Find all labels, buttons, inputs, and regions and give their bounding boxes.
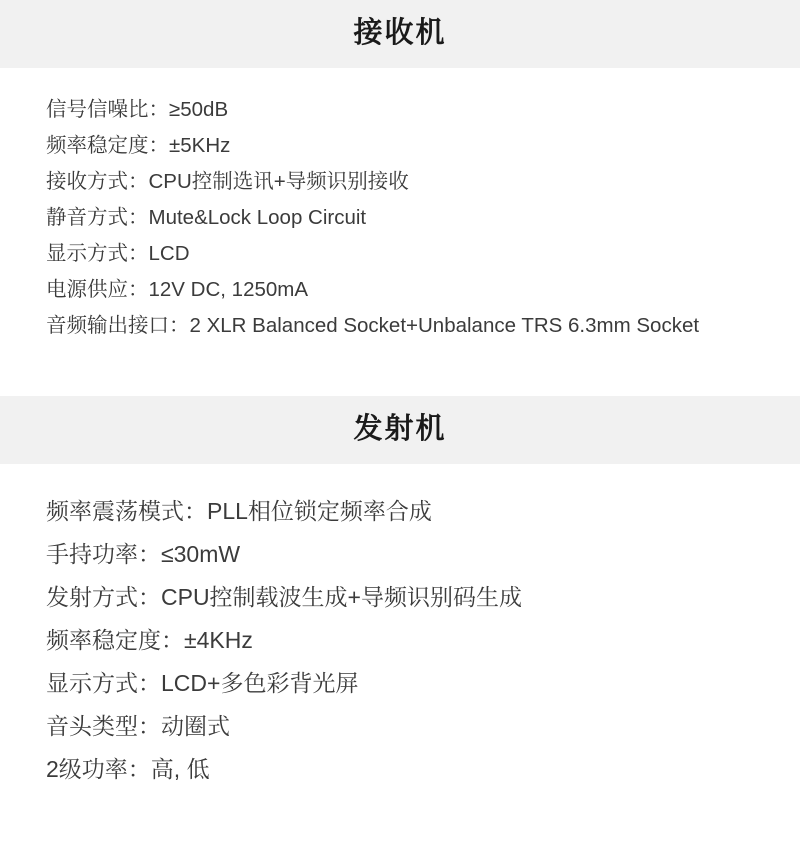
list-item: 静音方式：Mute&Lock Loop Circuit (46, 206, 367, 229)
list-item: 显示方式：LCD+多色彩背光屏 (46, 670, 359, 696)
receiver-section (0, 0, 800, 344)
list-item: 接收方式：CPU控制选讯+导频识别接收 (46, 170, 409, 193)
list-item: 频率震荡模式：PLL相位锁定频率合成 (46, 498, 432, 524)
transmitter-section-title: 发射机 (0, 396, 800, 464)
list-item: 显示方式：LCD (46, 242, 190, 265)
list-item: 电源供应：12V DC, 1250mA (46, 278, 309, 301)
transmitter-spec-body (0, 464, 800, 791)
list-item: 频率稳定度：±5KHz (46, 134, 231, 157)
list-item: 信号信噪比：≥50dB (46, 98, 229, 121)
list-item: 音头类型：动圈式 (46, 713, 230, 739)
list-item: 手持功率：≤30mW (46, 541, 241, 567)
transmitter-section (0, 396, 800, 791)
list-item: 2级功率：高, 低 (46, 756, 210, 782)
list-item: 音频输出接口：2 XLR Balanced Socket+Unbalance TRS 6.3mm Socket (46, 314, 700, 337)
receiver-spec-list (46, 92, 800, 344)
receiver-spec-body (0, 68, 800, 344)
receiver-section-title: 接收机 (0, 0, 800, 68)
section-divider-spacer (0, 344, 800, 396)
transmitter-spec-list (46, 490, 800, 791)
list-item: 频率稳定度：±4KHz (46, 627, 253, 653)
list-item: 发射方式：CPU控制载波生成+导频识别码生成 (46, 584, 522, 610)
